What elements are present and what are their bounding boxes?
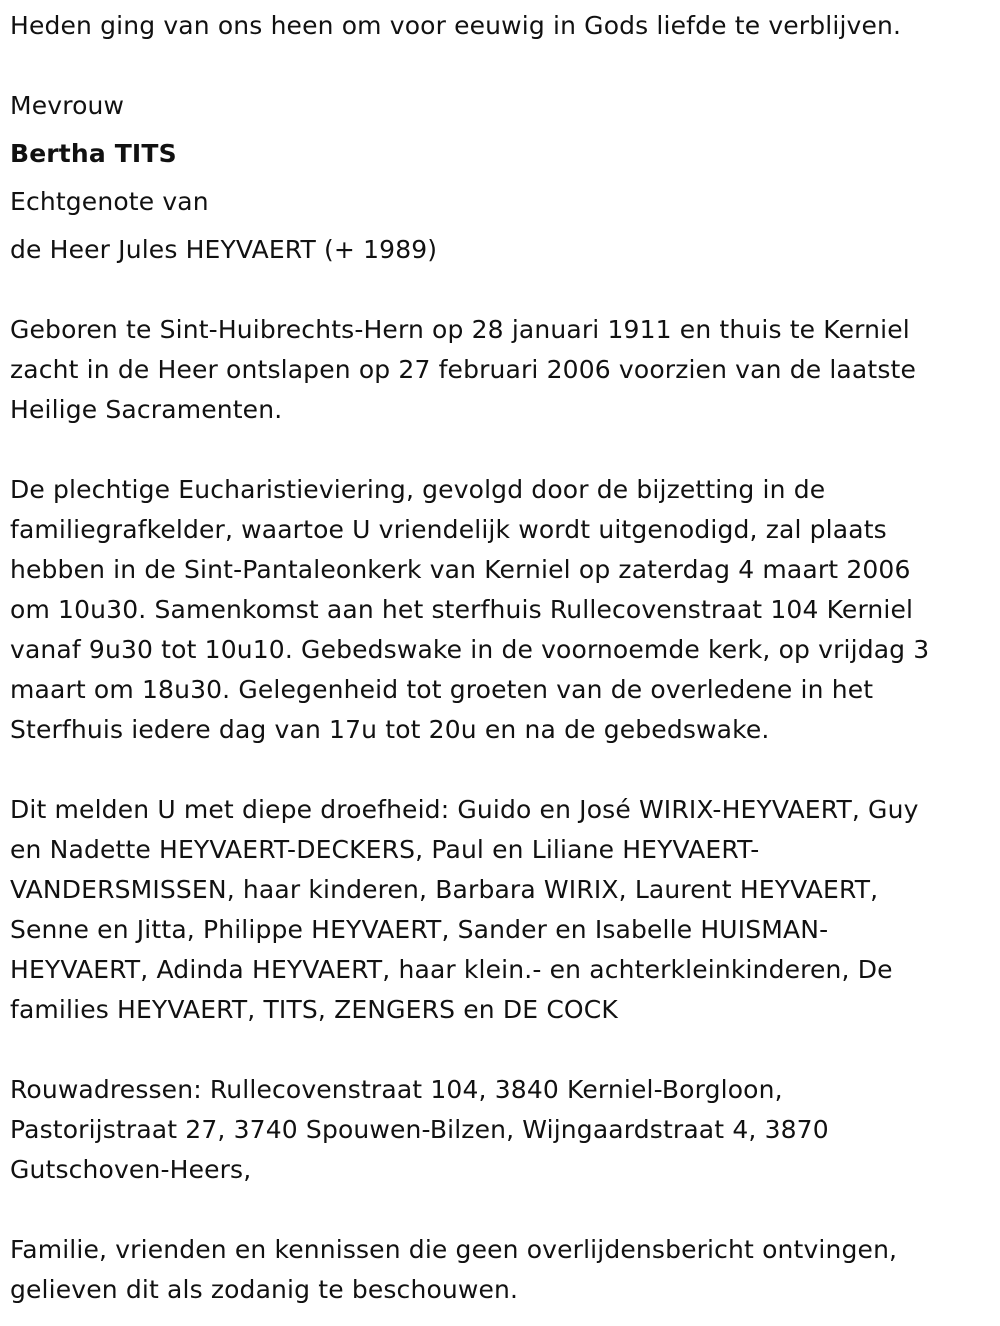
paragraph-line: De plechtige Eucharistieviering, gevolgd door de bijzetting in de xyxy=(10,475,826,504)
spouse-label: Echtgenote van xyxy=(10,187,209,216)
paragraph-line: Heilige Sacramenten. xyxy=(10,395,283,424)
paragraph-line: VANDERSMISSEN, haar kinderen, Barbara WIRIX, Laurent HEYVAERT, xyxy=(10,875,879,904)
paragraph-line: vanaf 9u30 tot 10u10. Gebedswake in de voornoemde kerk, op vrijdag 3 xyxy=(10,635,930,664)
spouse-name: de Heer Jules HEYVAERT (+ 1989) xyxy=(10,235,438,264)
paragraph-line: om 10u30. Samenkomst aan het sterfhuis Rullecovenstraat 104 Kerniel xyxy=(10,595,914,624)
paragraph-line: Pastorijstraat 27, 3740 Spouwen-Bilzen, Wijngaardstraat 4, 3870 xyxy=(10,1115,829,1144)
paragraph-line: gelieven dit als zodanig te beschouwen. xyxy=(10,1275,519,1304)
salutation: Mevrouw xyxy=(10,91,125,120)
paragraph-line: Geboren te Sint-Huibrechts-Hern op 28 januari 1911 en thuis te Kerniel xyxy=(10,315,910,344)
deceased-name: Bertha TITS xyxy=(10,139,177,168)
paragraph-line: Gutschoven-Heers, xyxy=(10,1155,252,1184)
paragraph-line: familiegrafkelder, waartoe U vriendelijk wordt uitgenodigd, zal plaats xyxy=(10,515,887,544)
paragraph-line: HEYVAERT, Adinda HEYVAERT, haar klein.- en achterkleinkinderen, De xyxy=(10,955,893,984)
paragraph-line: hebben in de Sint-Pantaleonkerk van Kerniel op zaterdag 4 maart 2006 xyxy=(10,555,911,584)
paragraph-line: Senne en Jitta, Philippe HEYVAERT, Sander en Isabelle HUISMAN- xyxy=(10,915,829,944)
intro-text: Heden ging van ons heen om voor eeuwig in Gods liefde te verblijven. xyxy=(10,11,902,40)
paragraph-line: maart om 18u30. Gelegenheid tot groeten van de overledene in het xyxy=(10,675,874,704)
paragraph-line: Dit melden U met diepe droefheid: Guido en José WIRIX-HEYVAERT, Guy xyxy=(10,795,919,824)
paragraph-line: zacht in de Heer ontslapen op 27 februari 2006 voorzien van de laatste xyxy=(10,355,916,384)
paragraph-line: Sterfhuis iedere dag van 17u tot 20u en na de gebedswake. xyxy=(10,715,770,744)
paragraph-line: en Nadette HEYVAERT-DECKERS, Paul en Liliane HEYVAERT- xyxy=(10,835,760,864)
paragraph-line: families HEYVAERT, TITS, ZENGERS en DE COCK xyxy=(10,995,618,1024)
paragraph-line: Familie, vrienden en kennissen die geen overlijdensbericht ontvingen, xyxy=(10,1235,898,1264)
paragraph-line: Rouwadressen: Rullecovenstraat 104, 3840 Kerniel-Borgloon, xyxy=(10,1075,783,1104)
